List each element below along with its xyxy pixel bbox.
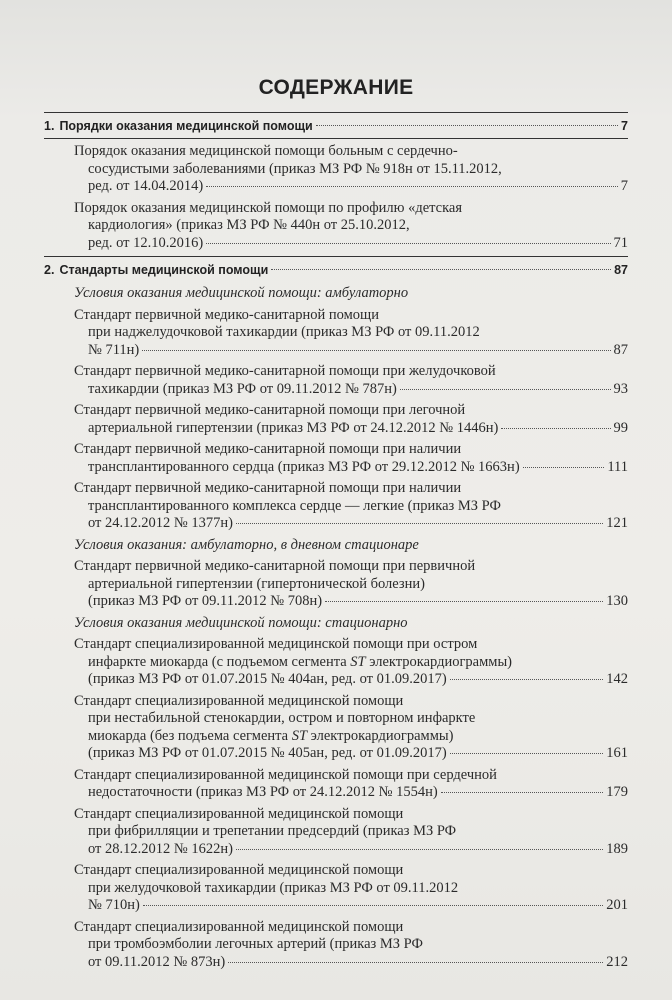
entry-last-line (74, 784, 628, 802)
entry-last-line (74, 342, 628, 360)
entry-page: 161 (606, 745, 628, 761)
entry-page: 111 (607, 458, 628, 475)
toc-entry (74, 558, 628, 611)
entry-page: 201 (606, 897, 628, 913)
toc-entry (74, 636, 628, 689)
entry-line: Стандарт специализированной медицинской помощи при остром (74, 636, 478, 652)
section-number: 1. (44, 119, 55, 133)
entry-line: Стандарт первичной медико-санитарной помощи при наличии (74, 441, 462, 457)
entry-line: Стандарт первичной медико-санитарной помощи при желудочковой (74, 363, 496, 379)
leader-dots (228, 962, 603, 963)
entry-last-line (74, 593, 628, 611)
condition-heading: Условия оказания медицинской помощи: стационарно (74, 614, 408, 631)
toc-entry (74, 862, 628, 915)
toc-entry (74, 441, 628, 476)
entry-line: сосудистыми заболеваниями (приказ МЗ РФ № 918н от 15.11.2012, (88, 160, 502, 177)
leader-dots (206, 243, 610, 244)
leader-dots (450, 753, 604, 754)
entry-line: Стандарт специализированной медицинской помощи (74, 692, 404, 709)
toc-entry (74, 143, 628, 196)
leader-dots (271, 269, 611, 270)
condition-heading: Условия оказания: амбулаторно, в дневном стационаре (74, 536, 419, 553)
leader-dots (206, 186, 618, 187)
entry-line: при фибрилляции и трепетании предсердий (приказ МЗ РФ (88, 823, 457, 839)
entry-line: кардиология» (приказ МЗ РФ № 440н от 25.10.2012, (88, 217, 410, 233)
entry-line: Стандарт первичной медико-санитарной помощи при легочной (74, 402, 466, 418)
entry-page: 189 (606, 840, 628, 857)
table-of-contents (44, 112, 628, 971)
entry-line: при тромбоэмболии легочных артерий (приказ МЗ РФ (88, 936, 423, 952)
entry-line: Стандарт специализированной медицинской помощи при сердечной (74, 766, 497, 783)
toc-entry (74, 200, 628, 253)
leader-dots (325, 601, 603, 602)
entry-line: недостаточности (приказ МЗ РФ от 24.12.2012 № 1554н) (88, 784, 438, 800)
entry-line: (приказ МЗ РФ от 01.07.2015 № 404ан, ред. от 01.09.2017) (88, 671, 447, 687)
entry-page: 99 (613, 419, 628, 436)
entry-page: 212 (606, 953, 628, 970)
entry-line: трансплантированного сердца (приказ МЗ РФ от 29.12.2012 № 1663н) (88, 458, 520, 475)
leader-dots (143, 905, 603, 906)
toc-entry (74, 767, 628, 802)
section-page: 87 (614, 263, 628, 277)
entry-line: при желудочковой тахикардии (приказ МЗ РФ от 09.11.2012 (88, 879, 459, 896)
entry-line: трансплантированного комплекса сердце — легкие (приказ МЗ РФ (88, 497, 501, 514)
entry-line: артериальной гипертензии (гипертонической болезни) (88, 575, 425, 592)
toc-entry (74, 307, 628, 360)
entry-line: (приказ МЗ РФ от 09.11.2012 № 708н) (88, 593, 323, 609)
entry-line: № 710н) (88, 897, 140, 913)
leader-dots (450, 679, 604, 680)
entry-page: 71 (613, 234, 628, 251)
toc-entry (74, 480, 628, 533)
entry-line: артериальной гипертензии (приказ МЗ РФ от 24.12.2012 № 1446н) (88, 419, 499, 436)
toc-entry (74, 363, 628, 398)
section-heading (44, 115, 628, 137)
entry-page: 87 (613, 341, 628, 358)
section-label: Стандарты медицинской помощи (59, 263, 269, 277)
section-label: Порядки оказания медицинской помощи (59, 119, 313, 133)
entry-last-line (74, 841, 628, 859)
entry-last-line (74, 459, 628, 477)
entry-line: от 09.11.2012 № 873н) (88, 953, 226, 970)
entry-last-line (74, 235, 628, 253)
leader-dots (316, 125, 618, 126)
entry-line: от 24.12.2012 № 1377н) (88, 515, 233, 531)
leader-dots (501, 428, 610, 429)
toc-entry (74, 919, 628, 972)
page-title: СОДЕРЖАНИЕ (258, 76, 414, 99)
entry-line: № 711н) (88, 341, 140, 358)
toc-entry (74, 806, 628, 859)
entry-line: Порядок оказания медицинской помощи больным с сердечно- (74, 143, 458, 159)
leader-dots (236, 523, 603, 524)
entry-line: ред. от 12.10.2016) (88, 234, 204, 251)
entry-line: тахикардии (приказ МЗ РФ от 09.11.2012 № 787н) (88, 380, 397, 397)
entry-line: при нестабильной стенокардии, остром и повторном инфаркте (88, 710, 476, 726)
entry-page: 7 (620, 178, 628, 194)
entry-last-line (74, 178, 628, 196)
entry-line: Стандарт специализированной медицинской помощи (74, 918, 404, 935)
entry-line: Стандарт первичной медико-санитарной помощи при наличии (74, 480, 462, 496)
entry-page: 179 (606, 784, 628, 800)
entry-last-line (74, 745, 628, 763)
leader-dots (142, 350, 610, 351)
entry-page: 121 (606, 515, 628, 531)
entry-line: (приказ МЗ РФ от 01.07.2015 № 405ан, ред. от 01.09.2017) (88, 745, 447, 761)
st-segment-italic: ST (350, 653, 366, 670)
section-bottom-rule (44, 138, 628, 139)
entry-line: при наджелудочковой тахикардии (приказ МЗ РФ от 09.11.2012 (88, 324, 480, 340)
entry-line: ред. от 14.04.2014) (88, 178, 204, 194)
section-top-rule (44, 112, 628, 113)
section-page: 7 (621, 119, 628, 133)
toc-entry (74, 693, 628, 763)
entry-page: 142 (606, 671, 628, 687)
section-heading (44, 259, 628, 281)
entry-line: инфаркте миокарда (с подъемом сегмента ST электрокардиограммы) (88, 653, 513, 670)
entry-line: миокарда (без подъема сегмента ST электрокардиограммы) (88, 727, 454, 744)
entry-line: от 28.12.2012 № 1622н) (88, 840, 233, 857)
entry-page: 93 (613, 380, 628, 397)
toc-entry (74, 402, 628, 437)
st-segment-italic: ST (291, 727, 308, 744)
entry-last-line (74, 515, 628, 533)
section-top-rule (44, 256, 628, 257)
entry-line: Стандарт первичной медико-санитарной помощи при первичной (74, 558, 476, 574)
condition-heading: Условия оказания медицинской помощи: амбулаторно (74, 285, 409, 301)
leader-dots (441, 792, 604, 793)
entry-last-line (74, 420, 628, 438)
entry-page: 130 (606, 593, 628, 609)
entry-last-line (74, 954, 628, 972)
entry-line: Стандарт специализированной медицинской помощи (74, 805, 404, 822)
entry-line: Порядок оказания медицинской помощи по профилю «детская (74, 199, 463, 216)
entry-line: Стандарт первичной медико-санитарной помощи (74, 306, 379, 323)
entry-last-line (74, 897, 628, 915)
section-number: 2. (44, 263, 55, 277)
leader-dots (523, 467, 605, 468)
leader-dots (236, 849, 603, 850)
entry-line: Стандарт специализированной медицинской помощи (74, 862, 404, 878)
leader-dots (400, 389, 611, 390)
entry-last-line (74, 381, 628, 399)
entry-last-line (74, 671, 628, 689)
